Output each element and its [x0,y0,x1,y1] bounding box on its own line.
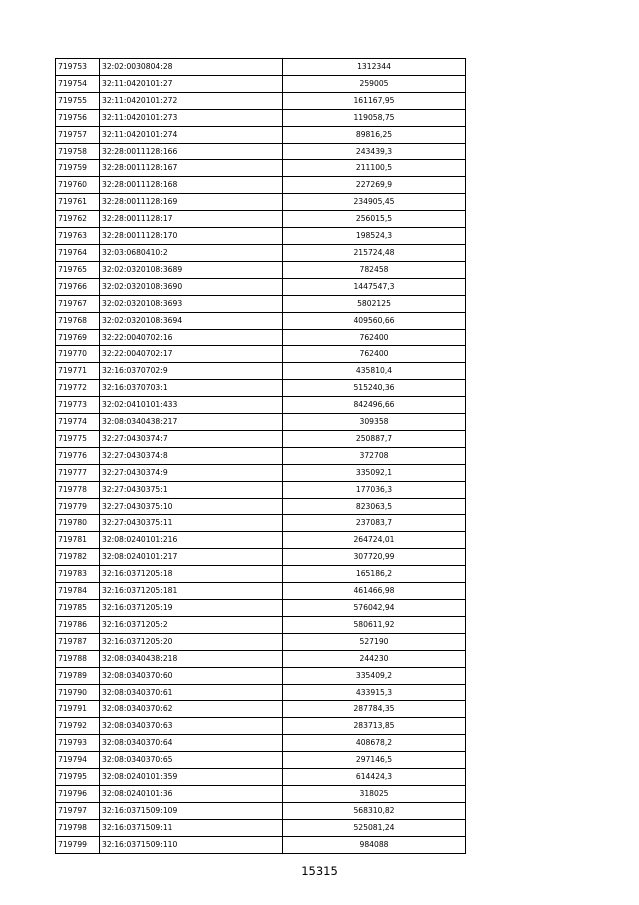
table-row [56,549,466,566]
row-id-cell: 719760 [56,177,100,194]
table-row [56,684,466,701]
row-id-cell: 719753 [56,59,100,76]
row-id-cell: 719788 [56,650,100,667]
row-id-cell: 719792 [56,718,100,735]
row-id-cell: 719772 [56,380,100,397]
cadastral-number-cell: 32:28:0011128:168 [100,177,283,194]
table-row [56,819,466,836]
table-row [56,667,466,684]
cadastral-number-cell: 32:11:0420101:273 [100,109,283,126]
row-id-cell: 719777 [56,464,100,481]
table-row [56,397,466,414]
row-id-cell: 719789 [56,667,100,684]
cadastral-number-cell: 32:28:0011128:167 [100,160,283,177]
cadastral-number-cell: 32:08:0340438:217 [100,414,283,431]
table-row [56,109,466,126]
row-id-cell: 719787 [56,633,100,650]
table-row [56,785,466,802]
cadastral-number-cell: 32:03:0680410:2 [100,244,283,261]
value-cell: 5802125 [283,295,466,312]
value-cell: 408678,2 [283,735,466,752]
table-row [56,312,466,329]
table-row [56,481,466,498]
value-cell: 435810,4 [283,363,466,380]
row-id-cell: 719796 [56,785,100,802]
value-cell: 318025 [283,785,466,802]
row-id-cell: 719768 [56,312,100,329]
value-cell: 568310,82 [283,802,466,819]
value-cell: 307720,99 [283,549,466,566]
table-row [56,701,466,718]
cadastral-number-cell: 32:02:0320108:3694 [100,312,283,329]
cadastral-number-cell: 32:16:0370703:1 [100,380,283,397]
row-id-cell: 719785 [56,600,100,617]
cadastral-number-cell: 32:08:0240101:217 [100,549,283,566]
value-cell: 161167,95 [283,92,466,109]
table-row [56,515,466,532]
table-row [56,278,466,295]
table-row [56,616,466,633]
table-row [56,735,466,752]
cadastral-number-cell: 32:27:0430375:1 [100,481,283,498]
row-id-cell: 719779 [56,498,100,515]
page-number: 15315 [301,864,338,878]
row-id-cell: 719774 [56,414,100,431]
table-row [56,295,466,312]
value-cell: 237083,7 [283,515,466,532]
cadastral-number-cell: 32:27:0430374:9 [100,464,283,481]
value-cell: 211100,5 [283,160,466,177]
value-cell: 1447547,3 [283,278,466,295]
row-id-cell: 719755 [56,92,100,109]
row-id-cell: 719761 [56,194,100,211]
row-id-cell: 719786 [56,616,100,633]
row-id-cell: 719762 [56,211,100,228]
table-row [56,346,466,363]
registry-table [55,58,466,854]
row-id-cell: 719778 [56,481,100,498]
cadastral-number-cell: 32:16:0370702:9 [100,363,283,380]
cadastral-number-cell: 32:27:0430374:7 [100,430,283,447]
value-cell: 283713,85 [283,718,466,735]
table-row [56,244,466,261]
cadastral-number-cell: 32:08:0240101:359 [100,769,283,786]
table-row [56,836,466,853]
value-cell: 372708 [283,447,466,464]
cadastral-number-cell: 32:16:0371509:11 [100,819,283,836]
cadastral-number-cell: 32:08:0340370:63 [100,718,283,735]
cadastral-number-cell: 32:02:0030804:28 [100,59,283,76]
value-cell: 527190 [283,633,466,650]
cadastral-number-cell: 32:27:0430374:8 [100,447,283,464]
cadastral-number-cell: 32:16:0371205:2 [100,616,283,633]
value-cell: 762400 [283,329,466,346]
value-cell: 984088 [283,836,466,853]
value-cell: 525081,24 [283,819,466,836]
row-id-cell: 719776 [56,447,100,464]
row-id-cell: 719757 [56,126,100,143]
table-row [56,177,466,194]
table-row [56,414,466,431]
row-id-cell: 719775 [56,430,100,447]
table-row [56,228,466,245]
cadastral-number-cell: 32:28:0011128:170 [100,228,283,245]
cadastral-number-cell: 32:11:0420101:274 [100,126,283,143]
table-row [56,160,466,177]
row-id-cell: 719759 [56,160,100,177]
value-cell: 119058,75 [283,109,466,126]
row-id-cell: 719798 [56,819,100,836]
value-cell: 614424,3 [283,769,466,786]
value-cell: 309358 [283,414,466,431]
value-cell: 227269,9 [283,177,466,194]
row-id-cell: 719754 [56,75,100,92]
row-id-cell: 719765 [56,261,100,278]
cadastral-number-cell: 32:16:0371509:110 [100,836,283,853]
table-row [56,447,466,464]
table-row [56,75,466,92]
row-id-cell: 719766 [56,278,100,295]
table-row [56,498,466,515]
row-id-cell: 719773 [56,397,100,414]
row-id-cell: 719770 [56,346,100,363]
table-row [56,194,466,211]
value-cell: 823063,5 [283,498,466,515]
cadastral-number-cell: 32:08:0240101:216 [100,532,283,549]
cadastral-number-cell: 32:28:0011128:17 [100,211,283,228]
row-id-cell: 719790 [56,684,100,701]
table-row [56,769,466,786]
value-cell: 243439,3 [283,143,466,160]
value-cell: 409560,66 [283,312,466,329]
row-id-cell: 719769 [56,329,100,346]
cadastral-number-cell: 32:16:0371205:18 [100,566,283,583]
cadastral-number-cell: 32:11:0420101:272 [100,92,283,109]
row-id-cell: 719758 [56,143,100,160]
cadastral-number-cell: 32:16:0371205:19 [100,600,283,617]
row-id-cell: 719771 [56,363,100,380]
table-row [56,143,466,160]
cadastral-number-cell: 32:02:0320108:3690 [100,278,283,295]
cadastral-number-cell: 32:08:0340438:218 [100,650,283,667]
table-row [56,566,466,583]
value-cell: 580611,92 [283,616,466,633]
table-row [56,363,466,380]
row-id-cell: 719767 [56,295,100,312]
value-cell: 1312344 [283,59,466,76]
row-id-cell: 719791 [56,701,100,718]
value-cell: 842496,66 [283,397,466,414]
table-row [56,92,466,109]
cadastral-number-cell: 32:22:0040702:16 [100,329,283,346]
cadastral-number-cell: 32:16:0371205:181 [100,583,283,600]
table-row [56,583,466,600]
table-row [56,532,466,549]
row-id-cell: 719783 [56,566,100,583]
row-id-cell: 719794 [56,752,100,769]
cadastral-number-cell: 32:08:0340370:62 [100,701,283,718]
value-cell: 576042,94 [283,600,466,617]
table-row [56,430,466,447]
cadastral-number-cell: 32:02:0320108:3693 [100,295,283,312]
table-row [56,802,466,819]
row-id-cell: 719784 [56,583,100,600]
value-cell: 256015,5 [283,211,466,228]
cadastral-number-cell: 32:08:0340370:65 [100,752,283,769]
cadastral-number-cell: 32:16:0371205:20 [100,633,283,650]
table-row [56,329,466,346]
row-id-cell: 719756 [56,109,100,126]
registry-table-body [56,59,466,854]
value-cell: 244230 [283,650,466,667]
value-cell: 89816,25 [283,126,466,143]
value-cell: 762400 [283,346,466,363]
cadastral-number-cell: 32:08:0340370:64 [100,735,283,752]
cadastral-number-cell: 32:27:0430375:10 [100,498,283,515]
cadastral-number-cell: 32:02:0320108:3689 [100,261,283,278]
cadastral-number-cell: 32:08:0240101:36 [100,785,283,802]
table-row [56,126,466,143]
table-row [56,59,466,76]
value-cell: 165186,2 [283,566,466,583]
value-cell: 250887,7 [283,430,466,447]
value-cell: 264724,01 [283,532,466,549]
value-cell: 433915,3 [283,684,466,701]
row-id-cell: 719799 [56,836,100,853]
value-cell: 461466,98 [283,583,466,600]
table-row [56,600,466,617]
table-row [56,718,466,735]
cadastral-number-cell: 32:27:0430375:11 [100,515,283,532]
value-cell: 515240,36 [283,380,466,397]
cadastral-number-cell: 32:28:0011128:169 [100,194,283,211]
value-cell: 177036,3 [283,481,466,498]
table-row [56,380,466,397]
row-id-cell: 719795 [56,769,100,786]
cadastral-number-cell: 32:22:0040702:17 [100,346,283,363]
table-row [56,211,466,228]
table-row [56,752,466,769]
table-row [56,464,466,481]
table-row [56,633,466,650]
table-row [56,261,466,278]
cadastral-number-cell: 32:28:0011128:166 [100,143,283,160]
value-cell: 234905,45 [283,194,466,211]
row-id-cell: 719797 [56,802,100,819]
row-id-cell: 719763 [56,228,100,245]
value-cell: 297146,5 [283,752,466,769]
row-id-cell: 719793 [56,735,100,752]
table-row [56,650,466,667]
value-cell: 335092,1 [283,464,466,481]
value-cell: 782458 [283,261,466,278]
value-cell: 215724,48 [283,244,466,261]
cadastral-number-cell: 32:08:0340370:61 [100,684,283,701]
row-id-cell: 719780 [56,515,100,532]
cadastral-number-cell: 32:02:0410101:433 [100,397,283,414]
row-id-cell: 719764 [56,244,100,261]
row-id-cell: 719781 [56,532,100,549]
value-cell: 335409,2 [283,667,466,684]
cadastral-number-cell: 32:11:0420101:27 [100,75,283,92]
value-cell: 287784,35 [283,701,466,718]
value-cell: 259005 [283,75,466,92]
cadastral-number-cell: 32:16:0371509:109 [100,802,283,819]
value-cell: 198524,3 [283,228,466,245]
row-id-cell: 719782 [56,549,100,566]
cadastral-number-cell: 32:08:0340370:60 [100,667,283,684]
